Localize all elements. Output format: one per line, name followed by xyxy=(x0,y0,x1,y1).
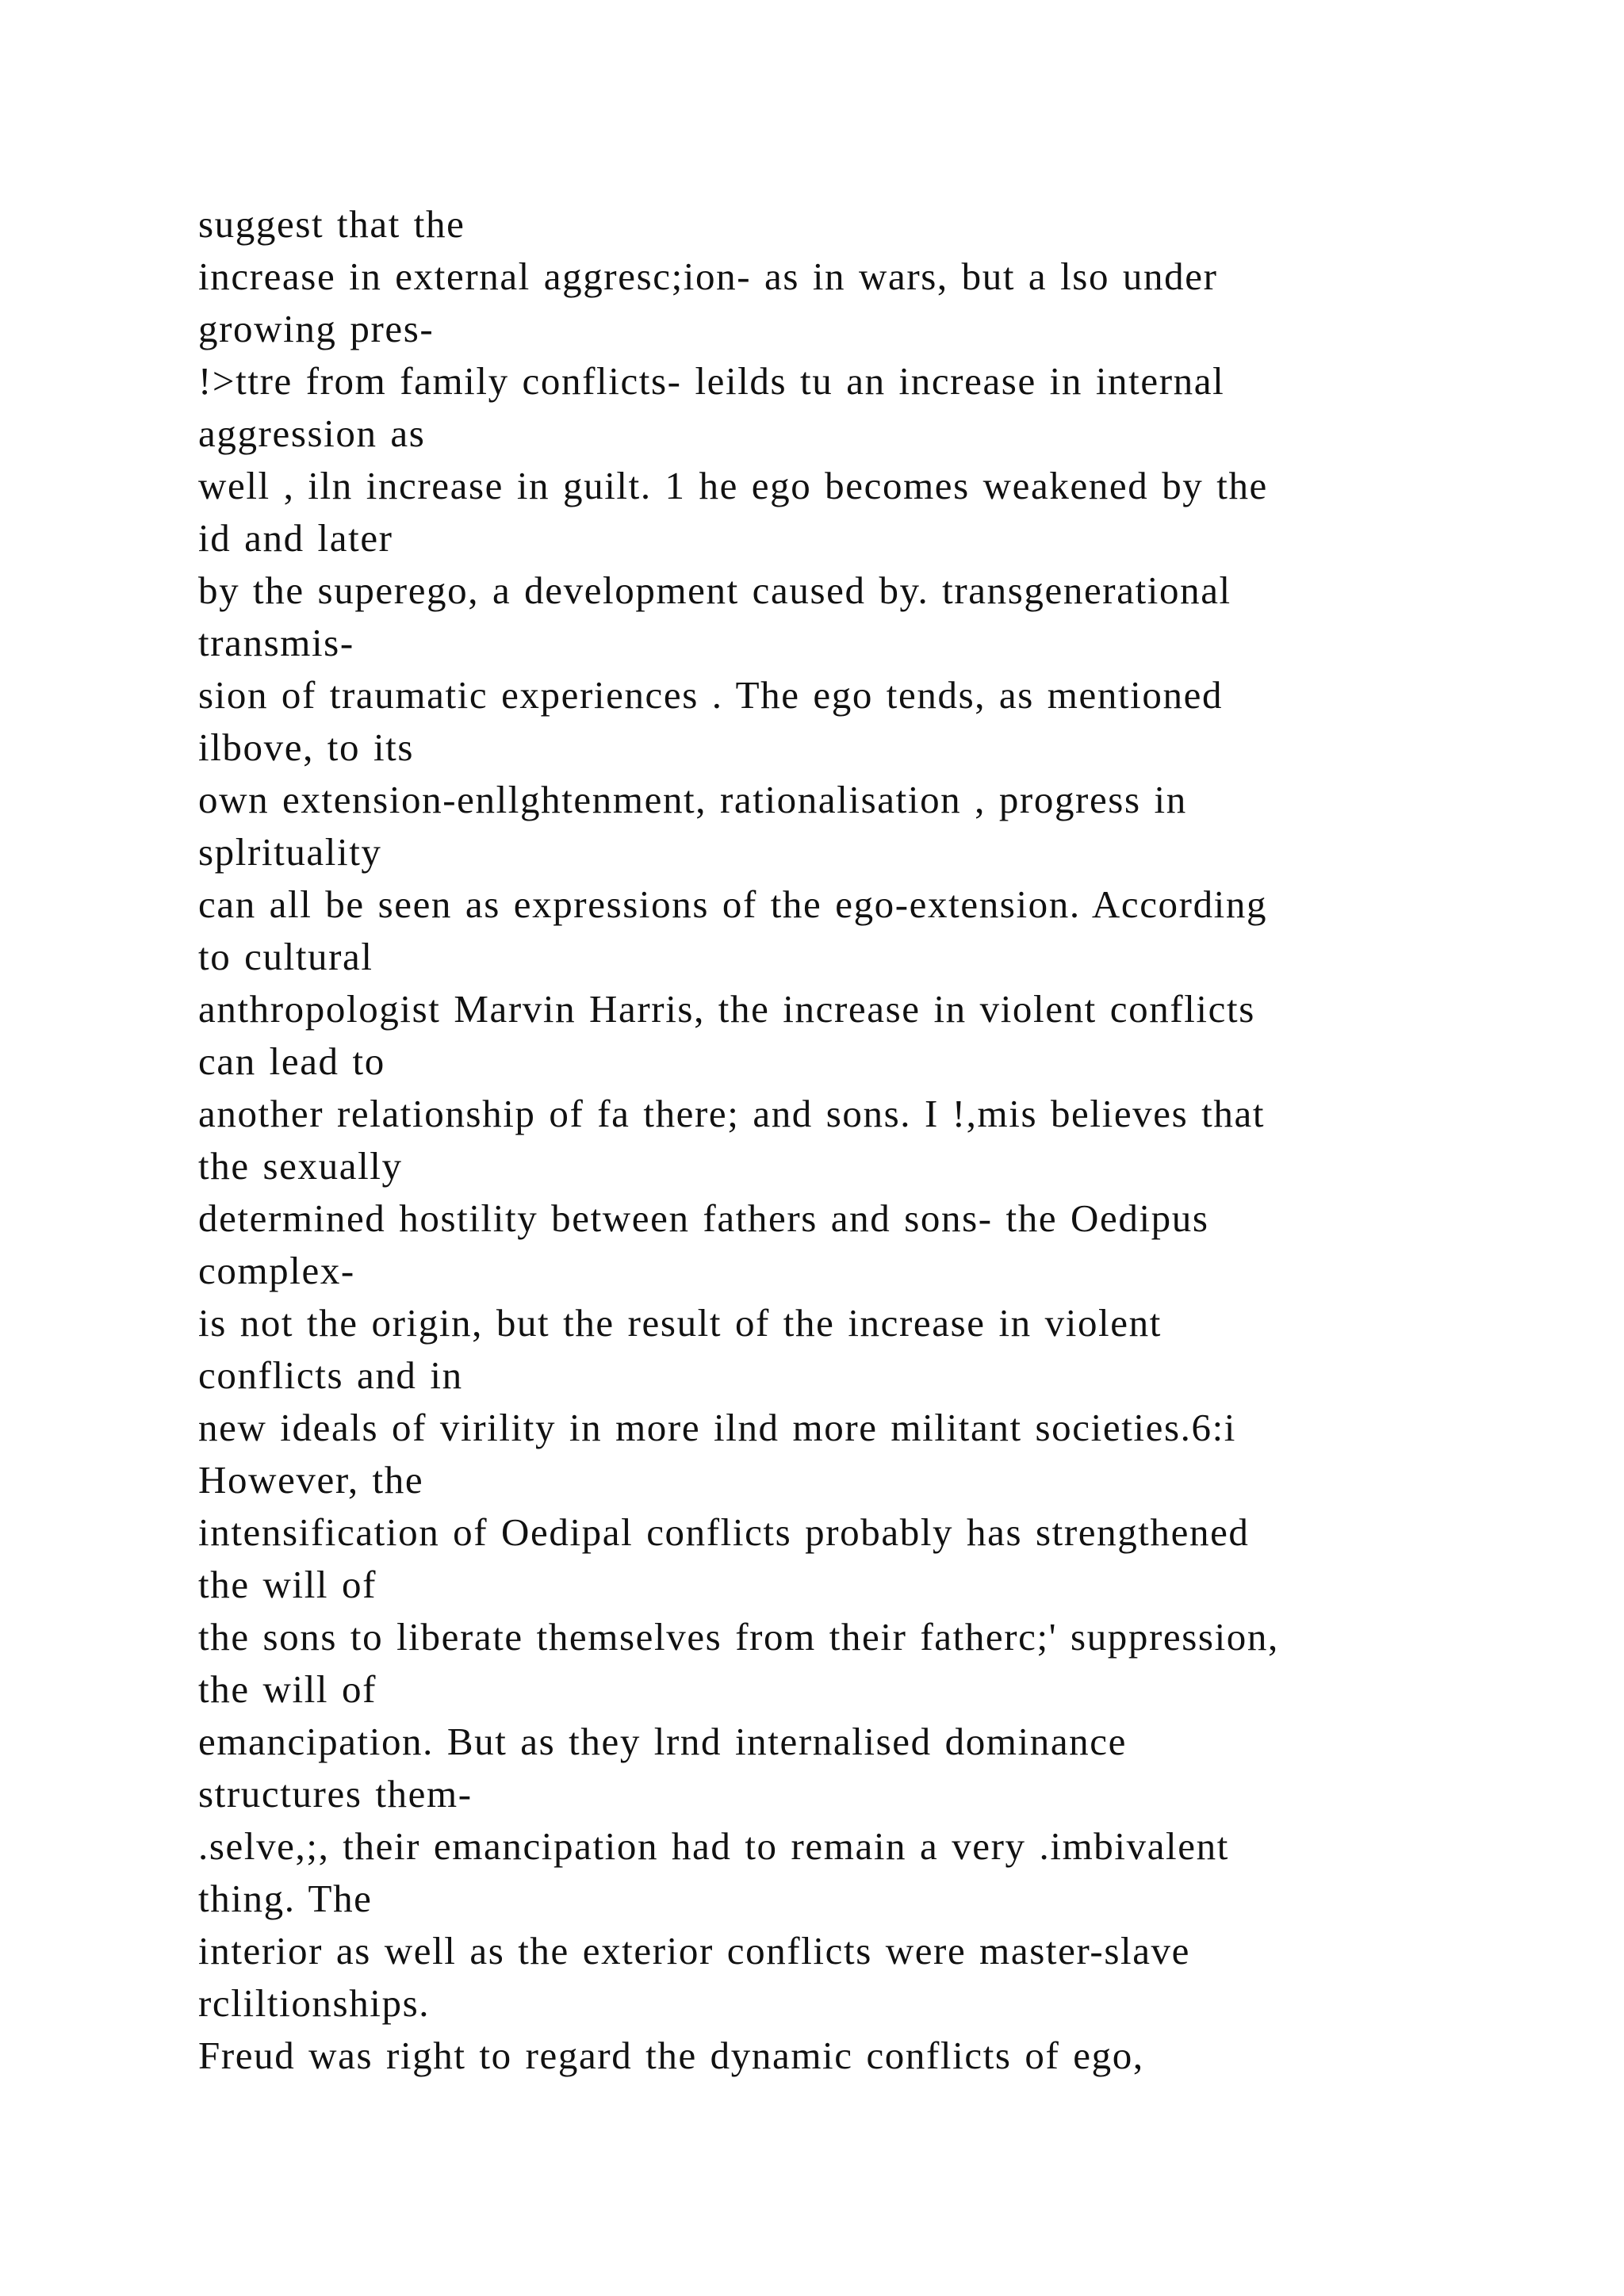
text-line: splrituality xyxy=(198,830,382,874)
text-line: However, the xyxy=(198,1458,424,1502)
text-line: another relationship of fa there; and sons. I !,mis believes that xyxy=(198,1092,1266,1135)
text-line: determined hostility between fathers and sons- the Oedipus xyxy=(198,1196,1209,1240)
text-line: well , iln increase in guilt. 1 he ego becomes weakened by the xyxy=(198,464,1268,507)
text-line: own extension-enllghtenment, rationalisation , progress in xyxy=(198,778,1187,821)
text-line: thing. The xyxy=(198,1877,373,1920)
text-line: aggression as xyxy=(198,411,426,455)
text-line: is not the origin, but the result of the increase in violent xyxy=(198,1301,1162,1345)
text-line: to cultural xyxy=(198,935,373,978)
text-line: transmis- xyxy=(198,621,354,664)
text-line: id and later xyxy=(198,516,393,560)
text-line: can lead to xyxy=(198,1039,385,1083)
text-line: complex- xyxy=(198,1249,355,1292)
body-text xyxy=(198,198,1507,2082)
text-line: .selve,;, their emancipation had to remain a very .imbivalent xyxy=(198,1824,1229,1868)
text-line: the sons to liberate themselves from their fatherc;' suppression, xyxy=(198,1615,1279,1659)
text-line: the will of xyxy=(198,1667,377,1711)
text-line: suggest that the xyxy=(198,202,465,246)
text-line: the will of xyxy=(198,1563,377,1606)
text-line: anthropologist Marvin Harris, the increase in violent conflicts xyxy=(198,987,1255,1031)
text-line: ilbove, to its xyxy=(198,725,415,769)
text-line: rcliltionships. xyxy=(198,1981,431,2025)
text-line: interior as well as the exterior conflicts were master-slave xyxy=(198,1929,1190,1973)
text-line: sion of traumatic experiences . The ego tends, as mentioned xyxy=(198,673,1224,717)
text-line: !>ttre from family conflicts- leilds tu an increase in internal xyxy=(198,359,1225,403)
text-line: increase in external aggresc;ion- as in wars, but a lso under xyxy=(198,254,1218,298)
text-line: growing pres- xyxy=(198,307,435,350)
text-line: Freud was right to regard the dynamic conflicts of ego, xyxy=(198,2034,1144,2077)
text-line: conflicts and in xyxy=(198,1353,463,1397)
text-line: new ideals of virility in more ilnd more militant societies.6:i xyxy=(198,1406,1237,1449)
text-line: emancipation. But as they lrnd internalised dominance xyxy=(198,1720,1127,1763)
text-line: the sexually xyxy=(198,1144,403,1188)
text-line: by the superego, a development caused by. transgenerational xyxy=(198,568,1231,612)
text-line: intensification of Oedipal conflicts probably has strengthened xyxy=(198,1510,1250,1554)
text-line: can all be seen as expressions of the ego-extension. According xyxy=(198,882,1268,926)
text-line: structures them- xyxy=(198,1772,473,1816)
